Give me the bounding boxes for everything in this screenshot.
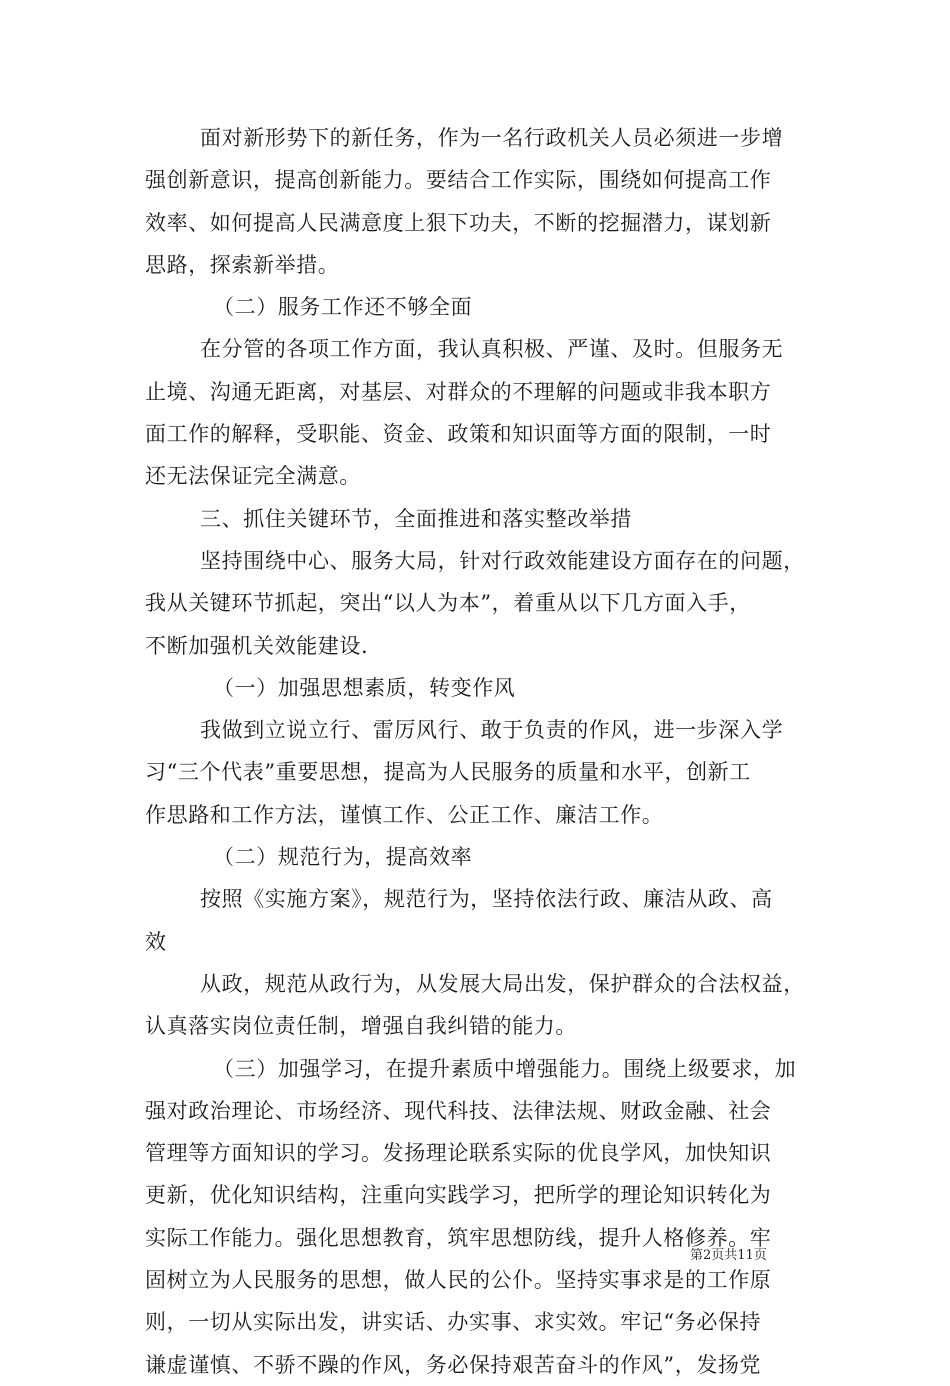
text-line: 则，一切从实际出发，讲实话、办实事、求实效。牢记“务必保持 xyxy=(145,1310,762,1335)
text-line: （一）加强思想素质，转变作风 xyxy=(213,675,516,700)
text-line: 我从关键环节抓起，突出“以人为本”，着重从以下几方面入手， xyxy=(145,591,751,616)
text-line: 实际工作能力。强化思想教育，筑牢思想防线，提升人格修养。牢 xyxy=(145,1225,772,1250)
text-line: 效 xyxy=(145,929,167,954)
text-line: 习“三个代表”重要思想，提高为人民服务的质量和水平，创新工 xyxy=(145,760,751,785)
text-line: 在分管的各项工作方面，我认真积极、严谨、及时。但服务无 xyxy=(200,337,784,362)
text-line: 坚持围绕中心、服务大局，针对行政效能建设方面存在的问题， xyxy=(200,548,805,573)
text-line: 强对政治理论、市场经济、现代科技、法律法规、财政金融、社会 xyxy=(145,1098,772,1123)
text-line: 我做到立说立行、雷厉风行、敢于负责的作风，进一步深入学 xyxy=(200,718,784,743)
text-line: 不断加强机关效能建设. xyxy=(145,633,369,658)
page-number: 第2页共11页 xyxy=(690,1248,767,1263)
text-line: 效率、如何提高人民满意度上狠下功夫，不断的挖掘潜力，谋划新 xyxy=(145,210,772,235)
text-line: （二）规范行为，提高效率 xyxy=(213,845,473,870)
text-line: 思路，探索新举措。 xyxy=(145,252,340,277)
text-line: （三）加强学习，在提升素质中增强能力。围绕上级要求，加 xyxy=(213,1056,797,1081)
text-line: 三、抓住关键环节，全面推进和落实整改举措 xyxy=(200,506,632,531)
text-line: 止境、沟通无距离，对基层、对群众的不理解的问题或非我本职方 xyxy=(145,379,772,404)
text-line: 强创新意识，提高创新能力。要结合工作实际，围绕如何提高工作 xyxy=(145,168,772,193)
text-line: 从政，规范从政行为，从发展大局出发，保护群众的合法权益， xyxy=(200,971,805,996)
text-line: 作思路和工作方法，谨慎工作、公正工作、廉洁工作。 xyxy=(145,802,664,827)
text-line: 固树立为人民服务的思想，做人民的公仆。坚持实事求是的工作原 xyxy=(145,1268,772,1293)
text-line: 还无法保证完全满意。 xyxy=(145,464,361,489)
body-text xyxy=(145,117,835,1386)
text-line: 按照《实施方案》，规范行为，坚持依法行政、廉洁从政、高 xyxy=(200,887,773,912)
text-line: 谦虚谨慎、不骄不躁的作风，务必保持艰苦奋斗的作风”，发扬党 xyxy=(145,1352,762,1377)
text-line: 认真落实岗位责任制，增强自我纠错的能力。 xyxy=(145,1014,577,1039)
text-line: 管理等方面知识的学习。发扬理论联系实际的优良学风，加快知识 xyxy=(145,1141,772,1166)
text-line: （二）服务工作还不够全面 xyxy=(213,295,473,320)
text-line: 面工作的解释，受职能、资金、政策和知识面等方面的限制，一时 xyxy=(145,422,772,447)
text-line: 更新，优化知识结构，注重向实践学习，把所学的理论知识转化为 xyxy=(145,1183,772,1208)
text-line: 面对新形势下的新任务，作为一名行政机关人员必须进一步增 xyxy=(200,126,784,150)
